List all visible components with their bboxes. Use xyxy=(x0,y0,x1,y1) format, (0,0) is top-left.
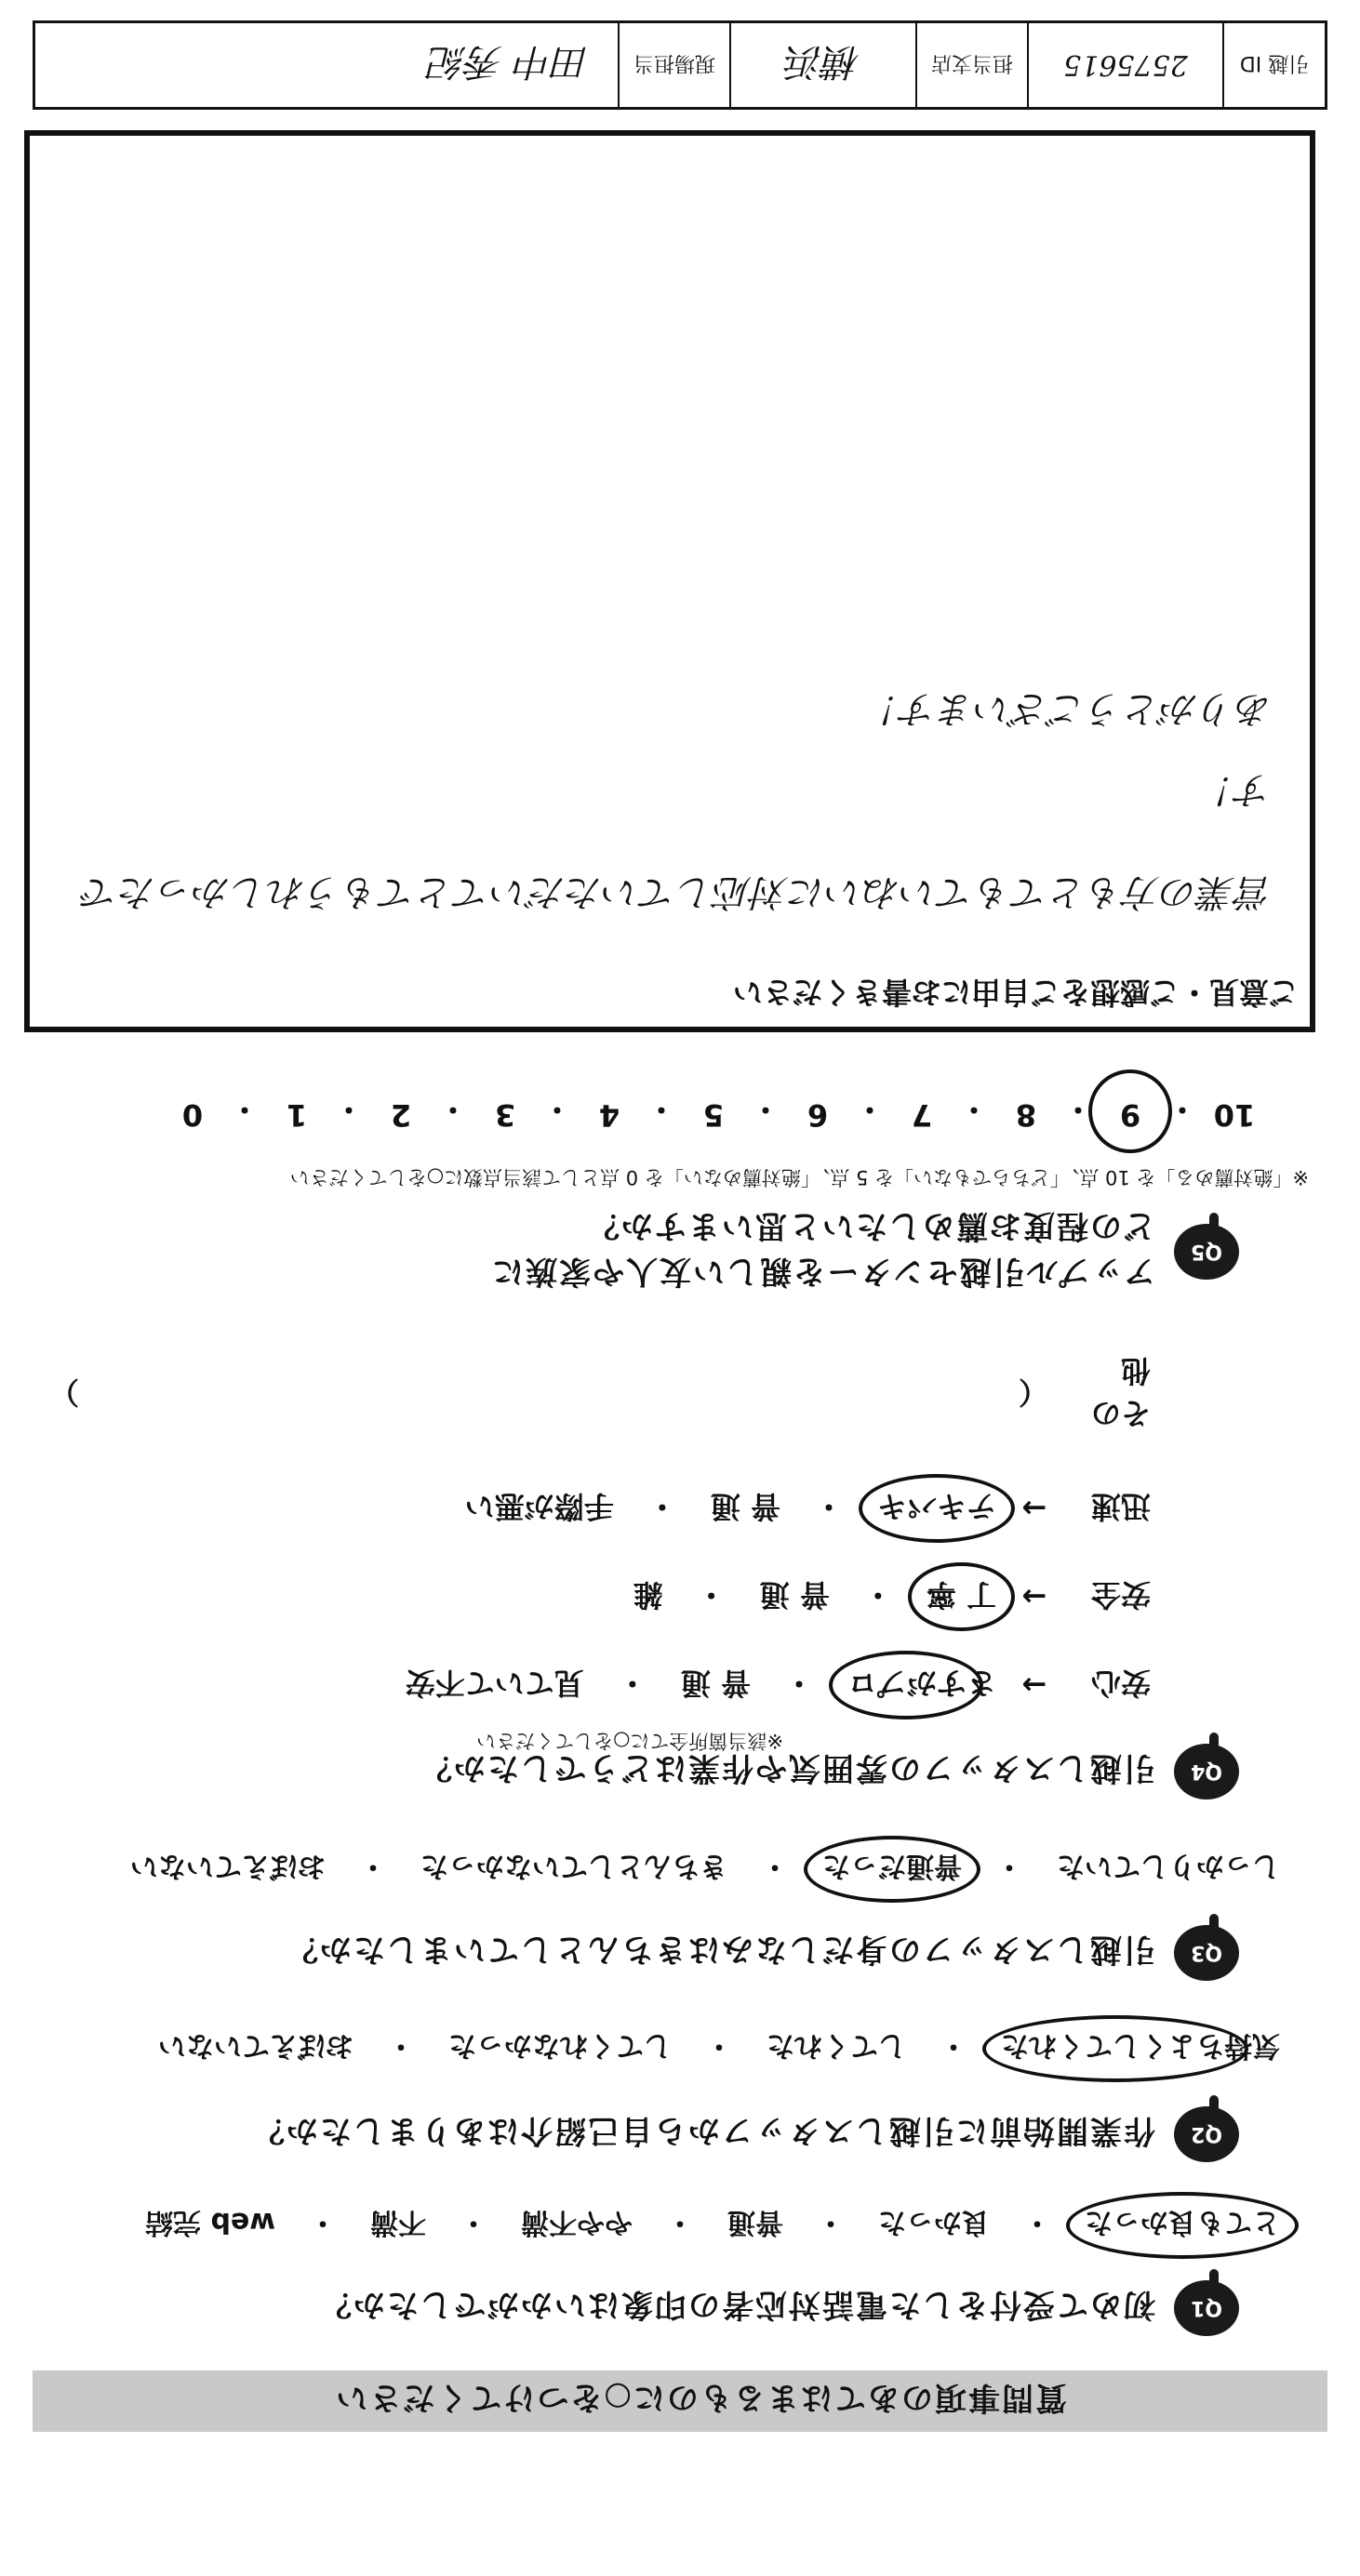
question-4-note: ※該当箇所全てに○をしてください xyxy=(476,1730,783,1752)
question-5 xyxy=(490,1206,1239,1297)
question-badge-icon: Q3 xyxy=(1174,1925,1239,1981)
other-label: その他 xyxy=(1090,1353,1151,1431)
arrow-icon: → xyxy=(1021,1579,1047,1614)
handwritten-comment-line1: 営業の方もとてもていねいに対応していただいてとてもうれしかったです！ xyxy=(82,768,1273,913)
arrow-icon: → xyxy=(1021,1491,1047,1526)
q3-option-2[interactable]: 普通だった xyxy=(817,1849,967,1890)
q1-option-6[interactable]: web 完結 xyxy=(145,2206,275,2238)
q1-option-2[interactable]: 良かった xyxy=(878,2206,990,2238)
question-1 xyxy=(318,2280,1239,2336)
q1-option-5[interactable]: 不満 xyxy=(370,2206,426,2238)
q3-option-1[interactable]: しっかりしていた xyxy=(1057,1850,1280,1882)
comments-box xyxy=(24,130,1315,1032)
q4-anzen-option-2[interactable]: 普 通 xyxy=(759,1577,830,1613)
other-open-paren: （ xyxy=(1018,1374,1048,1410)
score-7[interactable]: 7 xyxy=(911,1097,933,1133)
q4-anzen-option-3[interactable]: 雑 xyxy=(633,1577,663,1613)
q3-option-3[interactable]: きちんとしていなかった xyxy=(420,1850,727,1882)
q4-row-anzen: 安全 → 丁 寧 ・ 普 通 ・ 雑 xyxy=(628,1575,1151,1618)
q4-anshin-option-1[interactable]: さすがプロ xyxy=(842,1664,1002,1706)
q4-row-jinsoku: 迅速 → テキパキ ・ 普 通 ・ 手際が悪い xyxy=(460,1487,1151,1530)
question-2-text: 作業開始前に引越しスタッフから自己紹介はありましたか？ xyxy=(251,2112,1155,2150)
other-input[interactable] xyxy=(79,1378,1019,1410)
q4-anshin-option-3[interactable]: 見ていて不安 xyxy=(405,1666,584,1701)
score-1[interactable]: 1 xyxy=(286,1097,308,1133)
question-3-options: しっかりしていた ・ 普通だった ・ きちんとしていなかった ・ おぼえていない xyxy=(125,1849,1286,1890)
q1-option-1[interactable]: とても良かった xyxy=(1079,2205,1286,2246)
question-1-text: 初めて受付をした電話対応者の印象はいかがでしたか？ xyxy=(318,2286,1155,2324)
question-badge-icon: Q1 xyxy=(1174,2280,1239,2336)
score-6[interactable]: 6 xyxy=(807,1097,829,1133)
q1-option-3[interactable]: 普通 xyxy=(727,2206,783,2238)
row-label: 安心 xyxy=(1090,1666,1151,1701)
row-label: 安全 xyxy=(1090,1577,1151,1613)
q4-row-other xyxy=(49,1351,1151,1437)
question-badge-icon: Q2 xyxy=(1174,2106,1239,2162)
selection-circle xyxy=(982,2015,1248,2082)
footer-site-value: 田中 秀紀 xyxy=(429,40,590,84)
footer-site-label: 現場担当 xyxy=(618,23,729,107)
q4-anshin-option-2[interactable]: 普 通 xyxy=(680,1666,751,1701)
q2-option-1[interactable]: 気持ちよくしてくれた xyxy=(995,2028,1286,2069)
question-2-options: 気持ちよくしてくれた ・ してくれた ・ してくれなかった ・ おぼえていない xyxy=(153,2028,1286,2069)
question-4-text: 引越しスタッフの雰囲気や作業はどうでしたか？ xyxy=(419,1749,1155,1787)
q4-jinsoku-option-3[interactable]: 手際が悪い xyxy=(464,1489,614,1524)
q2-option-2[interactable]: してくれた xyxy=(767,2029,906,2062)
q2-option-3[interactable]: してくれなかった xyxy=(448,2029,672,2062)
question-badge-icon: Q4 xyxy=(1174,1744,1239,1799)
footer-id-label: 引越 ID xyxy=(1222,23,1325,107)
question-3 xyxy=(285,1925,1239,1981)
score-9[interactable]: 9 xyxy=(1109,1090,1152,1133)
score-8[interactable]: 8 xyxy=(1015,1097,1037,1133)
handwritten-comment-line2: ありがとうございます！ xyxy=(863,687,1273,730)
footer-id-value: 2575615 xyxy=(1027,23,1222,107)
question-2 xyxy=(251,2106,1239,2162)
comments-title: ご意見・ご感想をご自由にお書きください xyxy=(732,975,1299,1010)
q4-jinsoku-option-1[interactable]: テキパキ xyxy=(872,1487,1002,1530)
question-3-text: 引越しスタッフの身だしなみはきちんとしていましたか？ xyxy=(285,1931,1155,1969)
other-close-paren: ） xyxy=(48,1374,79,1410)
q5-score-scale: 10 ・ 9 ・ 8 ・ 7 ・ 6 ・ 5 ・ 4 ・ 3 ・ 2 ・ 1 ・ 0 xyxy=(171,1090,1256,1133)
selection-circle xyxy=(1066,2192,1299,2259)
row-label: 迅速 xyxy=(1090,1489,1151,1524)
score-0[interactable]: 0 xyxy=(181,1097,204,1133)
q4-jinsoku-option-2[interactable]: 普 通 xyxy=(710,1489,780,1524)
selection-circle xyxy=(1088,1069,1172,1153)
q3-option-4[interactable]: おぼえていない xyxy=(130,1850,326,1882)
selection-circle xyxy=(804,1836,980,1903)
score-3[interactable]: 3 xyxy=(494,1097,516,1133)
score-5[interactable]: 5 xyxy=(702,1097,725,1133)
staff-footer xyxy=(33,20,1327,110)
selection-circle xyxy=(829,1651,983,1720)
question-badge-icon: Q5 xyxy=(1174,1224,1239,1280)
question-5-note: ※「絶対薦める」を 10 点、「どちらでもない」を 5 点、「絶対薦めない」を 0 点として該当点数に○をしてください xyxy=(289,1166,1309,1188)
question-5-text-line2: どの程度お薦めしたいと思いますか？ xyxy=(586,1207,1155,1244)
q4-row-anshin: 安心 → さすがプロ ・ 普 通 ・ 見ていて不安 xyxy=(400,1664,1151,1706)
selection-circle xyxy=(908,1562,1015,1631)
instruction-banner: 質問事項のあてはまるものに○をつけてください xyxy=(33,2370,1327,2432)
score-2[interactable]: 2 xyxy=(390,1097,412,1133)
footer-branch-value: 横浜 xyxy=(729,23,915,107)
arrow-icon: → xyxy=(1021,1667,1047,1703)
score-4[interactable]: 4 xyxy=(598,1097,620,1133)
q2-option-4[interactable]: おぼえていない xyxy=(158,2029,353,2062)
score-10[interactable]: 10 xyxy=(1213,1097,1256,1133)
selection-circle xyxy=(859,1474,1015,1543)
q4-anzen-option-1[interactable]: 丁 寧 xyxy=(921,1575,1002,1618)
question-1-options: とても良かった ・ 良かった ・ 普通 ・ やや不満 ・ 不満 ・ web 完結 xyxy=(140,2205,1286,2246)
question-5-text-line1: アップル引越センターを親しい友人や家族に xyxy=(490,1253,1155,1290)
footer-branch-label: 担当支店 xyxy=(915,23,1027,107)
q1-option-4[interactable]: やや不満 xyxy=(521,2206,633,2238)
